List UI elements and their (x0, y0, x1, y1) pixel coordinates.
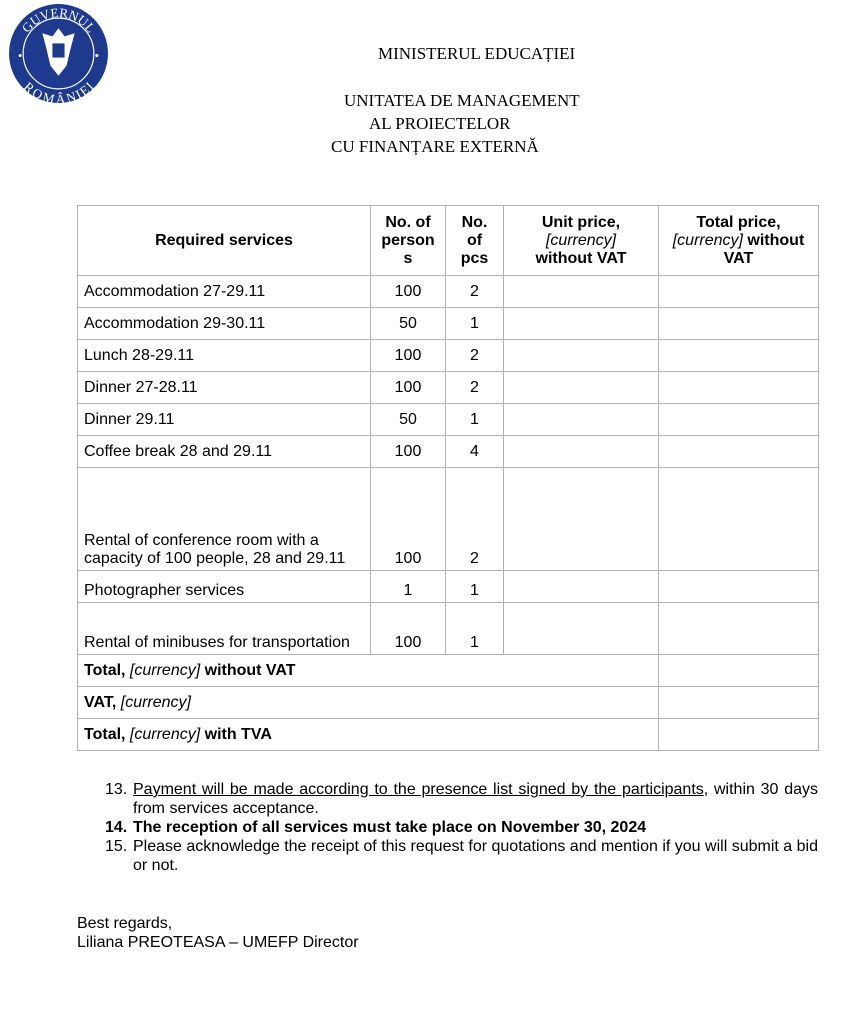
table-row (78, 468, 819, 571)
header-pcs: No. of pcs (446, 206, 504, 276)
service-cell: Accommodation 29-30.11 (78, 308, 371, 340)
signature-block (77, 914, 359, 952)
totals-row (78, 719, 819, 751)
service-cell: Accommodation 27-29.11 (78, 276, 371, 308)
svg-text:GUVERNUL: GUVERNUL (18, 4, 99, 36)
totals-label: VAT, [currency] (78, 687, 659, 719)
unit-price-cell[interactable] (504, 276, 659, 308)
total-price-cell[interactable] (659, 276, 819, 308)
service-cell: Rental of minibuses for transportation (78, 603, 371, 655)
table-row (78, 308, 819, 340)
service-cell: Coffee break 28 and 29.11 (78, 436, 371, 468)
service-cell: Dinner 29.11 (78, 404, 371, 436)
pcs-cell: 1 (446, 404, 504, 436)
unit-price-cell[interactable] (504, 340, 659, 372)
pcs-cell: 2 (446, 340, 504, 372)
totals-row (78, 655, 819, 687)
table-row (78, 603, 819, 655)
totals-value-cell[interactable] (659, 655, 819, 687)
persons-cell: 1 (371, 571, 446, 603)
unit-line-1: UNITATEA DE MANAGEMENT (344, 91, 580, 110)
total-price-cell[interactable] (659, 372, 819, 404)
service-cell: Dinner 27-28.11 (78, 372, 371, 404)
conditions-list (105, 780, 818, 875)
persons-cell: 100 (371, 603, 446, 655)
service-cell: Lunch 28-29.11 (78, 340, 371, 372)
unit-price-cell[interactable] (504, 308, 659, 340)
total-price-cell[interactable] (659, 571, 819, 603)
government-seal-logo (8, 3, 109, 104)
persons-cell: 100 (371, 436, 446, 468)
ministry-name: MINISTERUL EDUCAȚIEI (378, 44, 576, 63)
list-item: 13. Payment will be made according to the presence list signed by the participants, within 30 days from services acceptance. (105, 781, 819, 817)
services-table (77, 205, 819, 751)
persons-cell: 100 (371, 468, 446, 571)
unit-line-2: AL PROIECTELOR (369, 114, 511, 133)
pcs-cell: 2 (446, 276, 504, 308)
total-price-cell[interactable] (659, 468, 819, 571)
unit-price-cell[interactable] (504, 603, 659, 655)
totals-value-cell[interactable] (659, 687, 819, 719)
total-price-cell[interactable] (659, 404, 819, 436)
svg-text:ROMÂNIEI: ROMÂNIEI (20, 79, 97, 104)
greeting: Best regards, (77, 915, 173, 932)
totals-label: Total, [currency] without VAT (78, 655, 659, 687)
table-row (78, 436, 819, 468)
unit-price-cell[interactable] (504, 571, 659, 603)
total-price-cell[interactable] (659, 436, 819, 468)
header-services: Required services (78, 206, 371, 276)
unit-price-cell[interactable] (504, 468, 659, 571)
totals-value-cell[interactable] (659, 719, 819, 751)
totals-row (78, 687, 819, 719)
pcs-cell: 2 (446, 372, 504, 404)
table-row (78, 404, 819, 436)
header-total-price: Total price, [currency] without VAT (659, 206, 819, 276)
unit-line-3: CU FINANȚARE EXTERNĂ (331, 137, 539, 156)
table-row (78, 372, 819, 404)
table-header-row (78, 206, 819, 276)
unit-price-cell[interactable] (504, 404, 659, 436)
list-item: 14. The reception of all services must take place on November 30, 2024 (105, 819, 647, 836)
persons-cell: 50 (371, 308, 446, 340)
total-price-cell[interactable] (659, 340, 819, 372)
pcs-cell: 1 (446, 603, 504, 655)
pcs-cell: 4 (446, 436, 504, 468)
unit-price-cell[interactable] (504, 372, 659, 404)
pcs-cell: 2 (446, 468, 504, 571)
totals-label: Total, [currency] with TVA (78, 719, 659, 751)
persons-cell: 50 (371, 404, 446, 436)
total-price-cell[interactable] (659, 603, 819, 655)
table-row (78, 571, 819, 603)
list-item: 15. Please acknowledge the receipt of this request for quotations and mention if you will submit a bid or not. (105, 838, 818, 874)
service-cell: Photographer services (78, 571, 371, 603)
header-unit-price: Unit price, [currency] without VAT (504, 206, 659, 276)
signatory: Liliana PREOTEASA – UMEFP Director (77, 934, 359, 951)
persons-cell: 100 (371, 372, 446, 404)
header-persons: No. of person s (371, 206, 446, 276)
pcs-cell: 1 (446, 571, 504, 603)
table-row (78, 276, 819, 308)
service-cell: Rental of conference room with a capacity of 100 people, 28 and 29.11 (78, 468, 371, 571)
unit-price-cell[interactable] (504, 436, 659, 468)
persons-cell: 100 (371, 276, 446, 308)
pcs-cell: 1 (446, 308, 504, 340)
persons-cell: 100 (371, 340, 446, 372)
total-price-cell[interactable] (659, 308, 819, 340)
table-row (78, 340, 819, 372)
